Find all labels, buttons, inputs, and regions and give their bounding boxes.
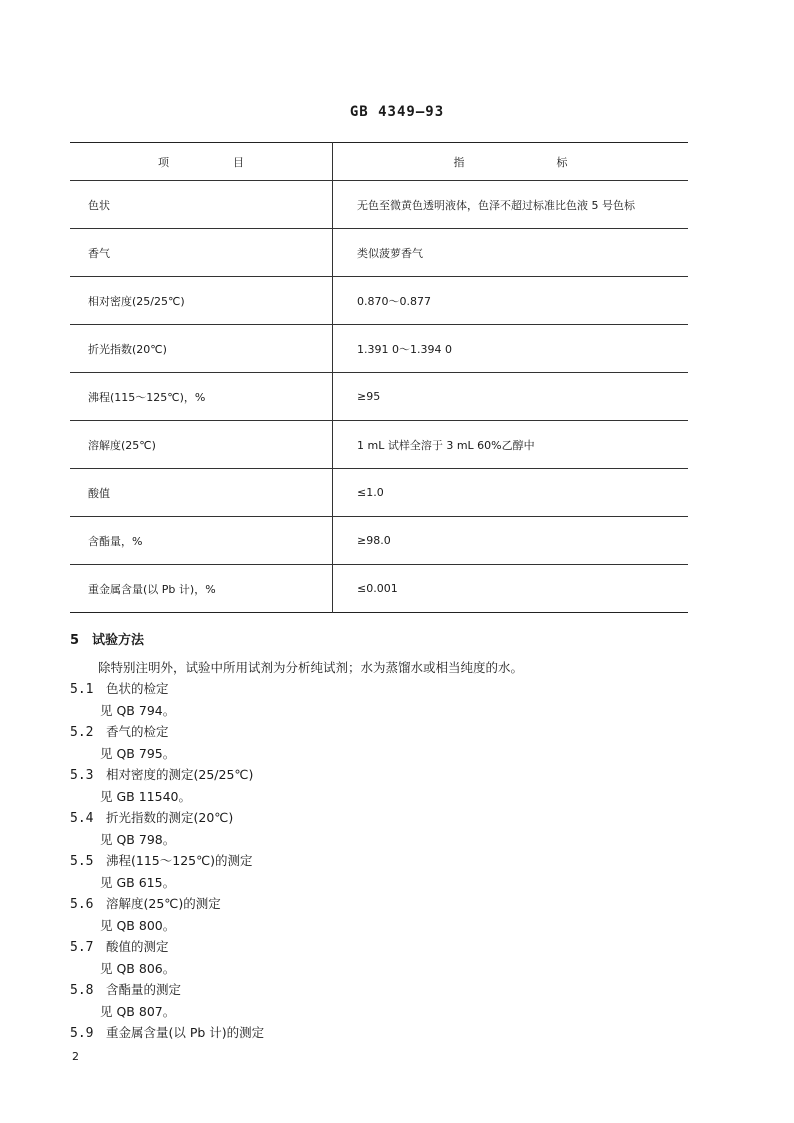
subsection-reference: 见 QB 798。 (100, 832, 176, 847)
subsection-heading: 5.9 重金属含量(以 Pb 计)的测定 (70, 1025, 265, 1041)
section-heading (70, 630, 720, 651)
subsection-heading: 5.5 沸程(115～125℃)的测定 (70, 853, 253, 869)
subsection-heading: 5.2 香气的检定 (70, 724, 169, 740)
row-item-cell: 酸值 (70, 469, 333, 517)
standard-code-header: GB 4349—93 (349, 104, 445, 120)
table-row (70, 373, 688, 421)
subsection-reference: 见 QB 795。 (100, 746, 176, 761)
row-value-cell: 类似菠萝香气 (333, 229, 689, 277)
row-value-cell: 0.870～0.877 (333, 277, 689, 325)
table-header-row (70, 143, 688, 181)
page-number: 2 (72, 1050, 79, 1063)
table-row (70, 517, 688, 565)
subsection-reference: 见 QB 800。 (100, 918, 176, 933)
test-methods-section (70, 630, 720, 1044)
subsection-heading: 5.6 溶解度(25℃)的测定 (70, 896, 221, 912)
row-value-cell: 1 mL 试样全溶于 3 mL 60%乙醇中 (333, 421, 689, 469)
table-row (70, 325, 688, 373)
subsection-reference: 见 QB 806。 (100, 961, 176, 976)
row-item-cell: 含酯量，% (70, 517, 333, 565)
table-row (70, 565, 688, 613)
row-value-cell: ≤1.0 (333, 469, 689, 517)
table-row (70, 421, 688, 469)
specification-table (70, 142, 688, 613)
subsection-heading: 5.8 含酯量的测定 (70, 982, 182, 998)
row-value-cell: ≤0.001 (333, 565, 689, 613)
subsection-reference: 见 GB 11540。 (100, 789, 191, 804)
table-row (70, 229, 688, 277)
subsection-reference: 见 QB 794。 (100, 703, 176, 718)
column-header-value: 指标 (333, 143, 689, 181)
section-intro: 除特别注明外，试验中所用试剂为分析纯试剂；水为蒸馏水或相当纯度的水。 (98, 660, 524, 675)
subsection-heading: 5.3 相对密度的测定(25/25℃) (70, 767, 254, 783)
row-value-cell: ≥98.0 (333, 517, 689, 565)
row-item-cell: 溶解度(25℃) (70, 421, 333, 469)
subsection-heading: 5.1 色状的检定 (70, 681, 169, 697)
subsection-reference: 见 GB 615。 (100, 875, 176, 890)
section-number: 5 (70, 633, 80, 648)
row-value-cell: 无色至微黄色透明液体，色泽不超过标准比色液 5 号色标 (333, 181, 689, 229)
subsection-heading: 5.7 酸值的测定 (70, 939, 169, 955)
row-item-cell: 折光指数(20℃) (70, 325, 333, 373)
table-row (70, 181, 688, 229)
row-item-cell: 色状 (70, 181, 333, 229)
row-item-cell: 香气 (70, 229, 333, 277)
subsection-heading: 5.4 折光指数的测定(20℃) (70, 810, 234, 826)
section-title: 试验方法 (92, 633, 145, 648)
row-item-cell: 沸程(115～125℃)，% (70, 373, 333, 421)
row-item-cell: 相对密度(25/25℃) (70, 277, 333, 325)
row-value-cell: 1.391 0～1.394 0 (333, 325, 689, 373)
row-item-cell: 重金属含量(以 Pb 计)，% (70, 565, 333, 613)
row-value-cell: ≥95 (333, 373, 689, 421)
table-row (70, 469, 688, 517)
table-row (70, 277, 688, 325)
column-header-item: 项目 (158, 155, 308, 169)
subsection-reference: 见 QB 807。 (100, 1004, 176, 1019)
